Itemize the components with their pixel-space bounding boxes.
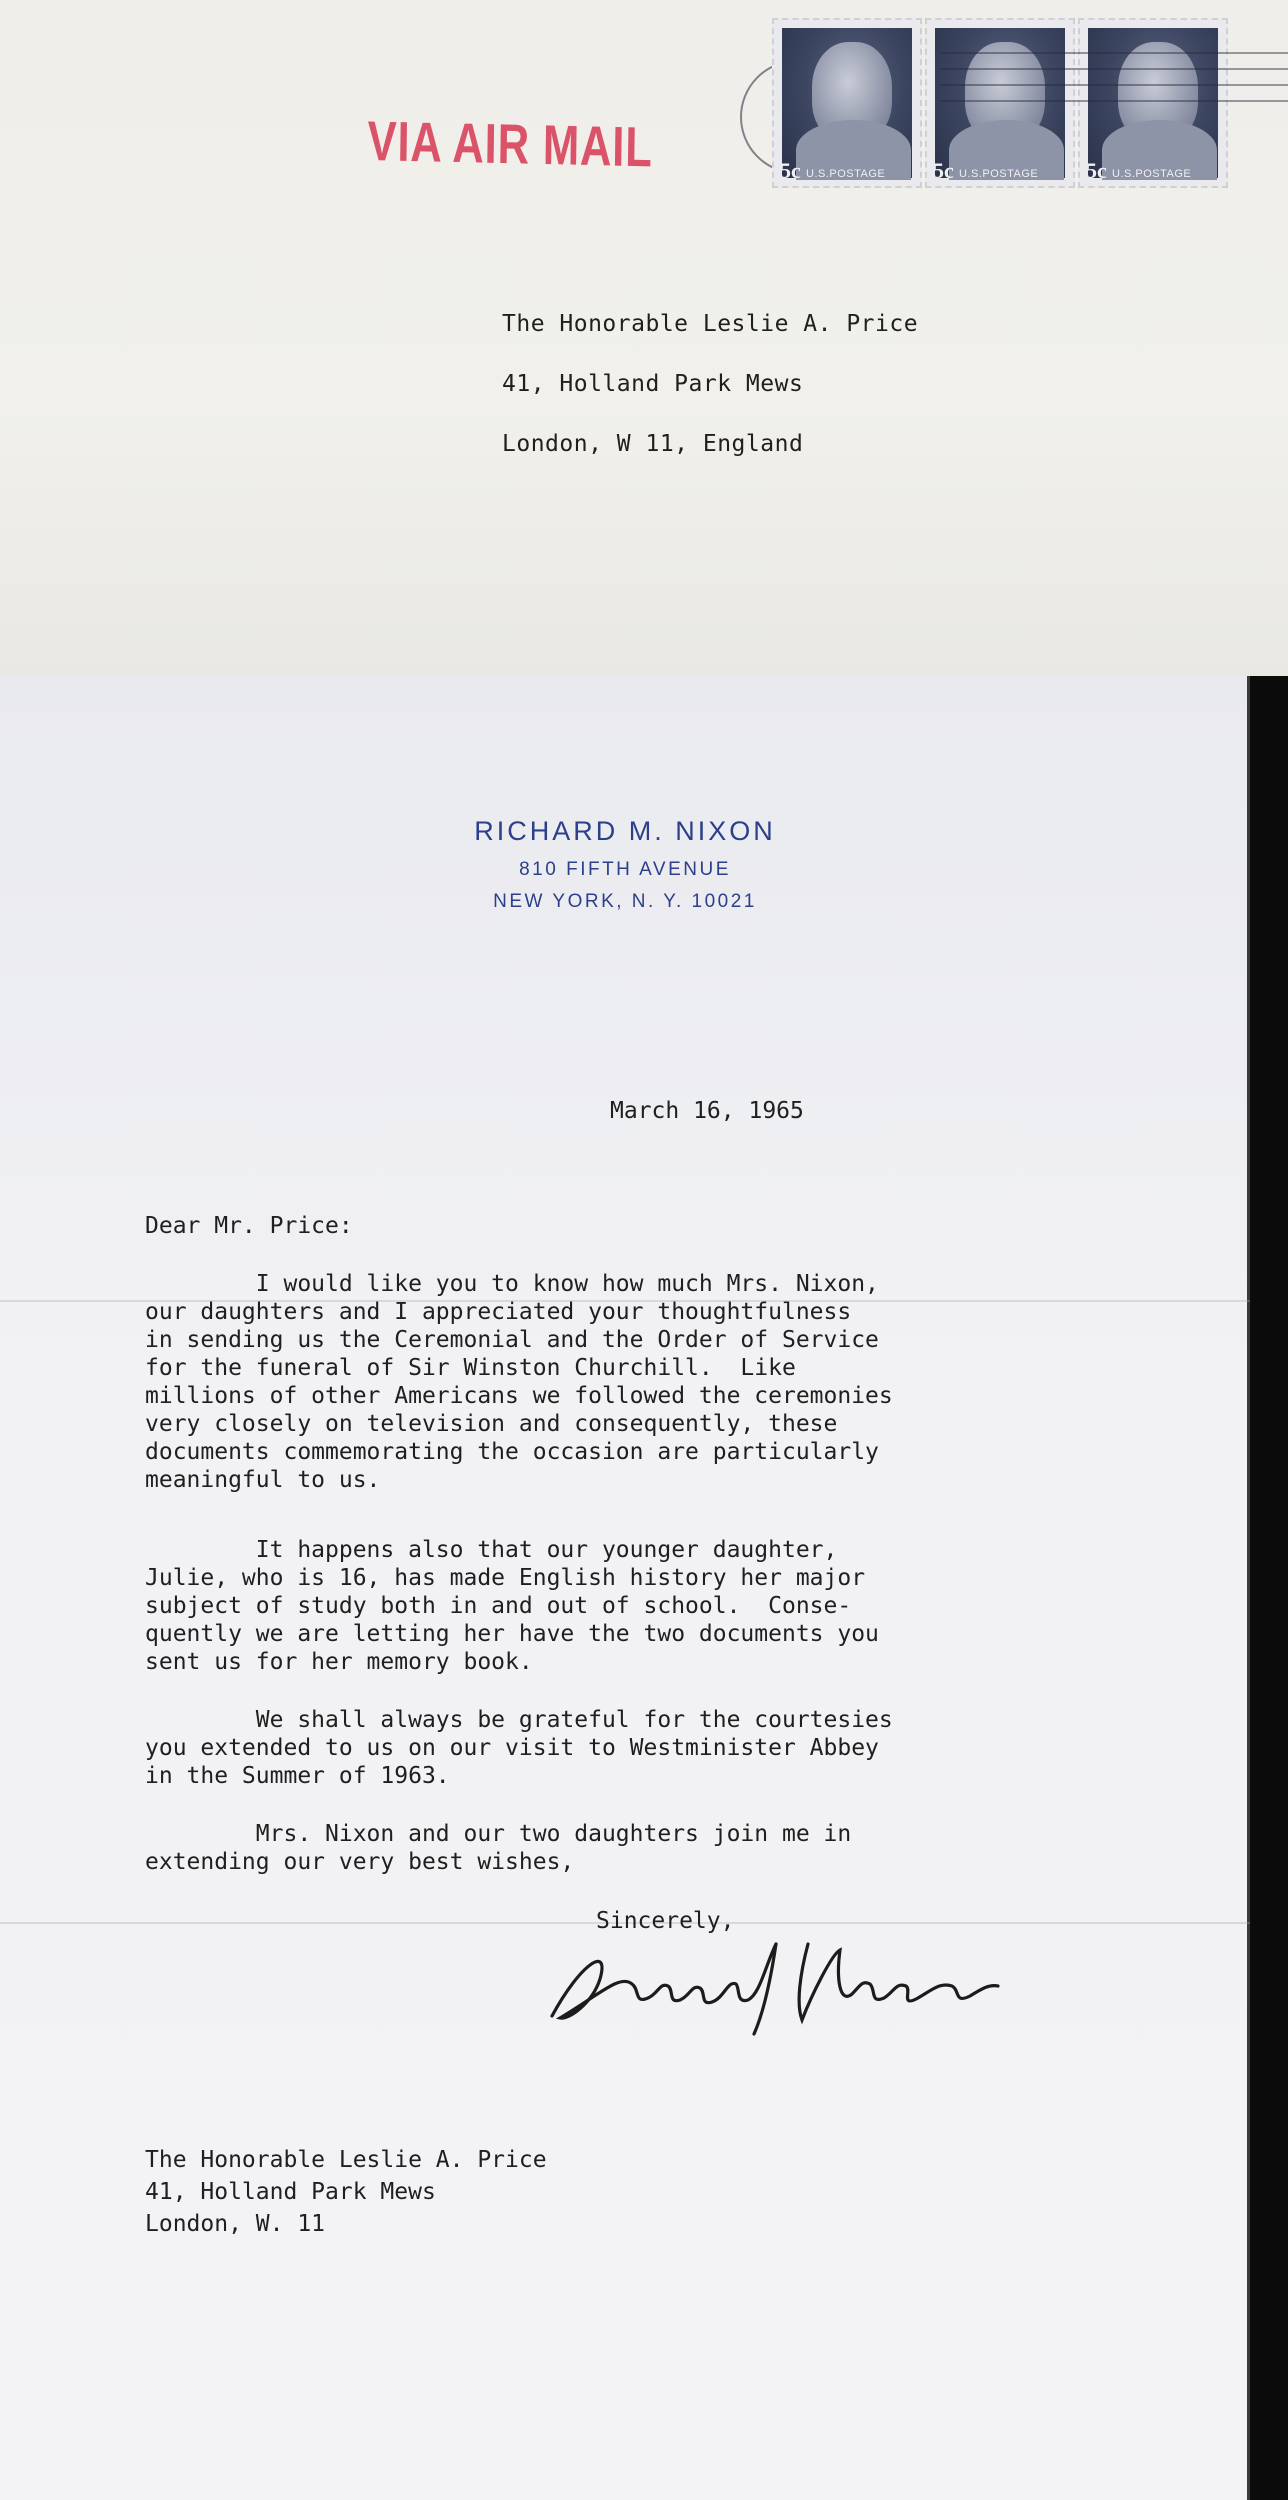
closing: Sincerely,	[596, 1908, 735, 1934]
stamp-value: 5c	[780, 158, 801, 183]
letter-date: March 16, 1965	[610, 1098, 804, 1124]
stamp-label: U.S.POSTAGE	[959, 168, 1039, 180]
envelope-address	[502, 294, 918, 474]
body-paragraph: It happens also that our younger daughter, Julie, who is 16, has made English history her major subject of study both in and out of school. Conse- quently we are letting her have the two documents you sent us for her memory book.	[145, 1537, 879, 1675]
airmail-stamp-text: VIA AIR MAIL	[367, 108, 654, 179]
stamp-value: 5c	[933, 158, 954, 183]
recipient-line: London, W. 11	[145, 2211, 326, 2237]
recipient-block	[145, 2144, 547, 2240]
letterhead-city: NEW YORK, N. Y. 10021	[493, 891, 757, 912]
salutation: Dear Mr. Price:	[145, 1213, 353, 1239]
signature	[540, 1924, 1010, 2044]
stamp-portrait	[782, 28, 912, 178]
body-paragraph: We shall always be grateful for the courtesies you extended to us on our visit to Westminister Abbey in the Summer of 1963.	[145, 1707, 893, 1789]
cancel-line	[940, 84, 1288, 86]
stamp-label: U.S.POSTAGE	[806, 168, 886, 180]
body-paragraph: I would like you to know how much Mrs. Nixon, our daughters and I appreciated your thoughtfulness in sending us the Ceremonial and the Order of Service for the funeral of Sir Winston Churchill. Like millions of other Americans we followed the ceremonies very closely on television and consequently, these documents commemorating the occasion are particularly meaningful to us.	[145, 1271, 893, 1493]
address-line: London, W 11, England	[502, 431, 804, 457]
letterhead-name: RICHARD M. NIXON	[474, 816, 776, 846]
cancel-line	[940, 68, 1288, 70]
cancellation-lines	[940, 52, 1288, 172]
signature-last-name	[799, 1944, 998, 2020]
scan-edge	[1250, 676, 1288, 2500]
envelope	[0, 0, 1288, 682]
body-paragraph: Mrs. Nixon and our two daughters join me in extending our very best wishes,	[145, 1821, 852, 1875]
address-line: 41, Holland Park Mews	[502, 371, 804, 397]
letter-page	[0, 676, 1250, 2500]
postage-stamp	[772, 18, 922, 188]
stamp-label: U.S.POSTAGE	[1112, 168, 1192, 180]
address-line: The Honorable Leslie A. Price	[502, 311, 919, 337]
letterhead-street: 810 FIFTH AVENUE	[519, 859, 731, 880]
signature-first-name	[552, 1944, 776, 2018]
cancel-line	[940, 100, 1288, 102]
stamp-value: 5c	[1086, 158, 1107, 183]
recipient-line: The Honorable Leslie A. Price	[145, 2147, 547, 2173]
cancel-line	[940, 52, 1288, 54]
recipient-line: 41, Holland Park Mews	[145, 2179, 436, 2205]
letterhead	[0, 816, 1250, 913]
